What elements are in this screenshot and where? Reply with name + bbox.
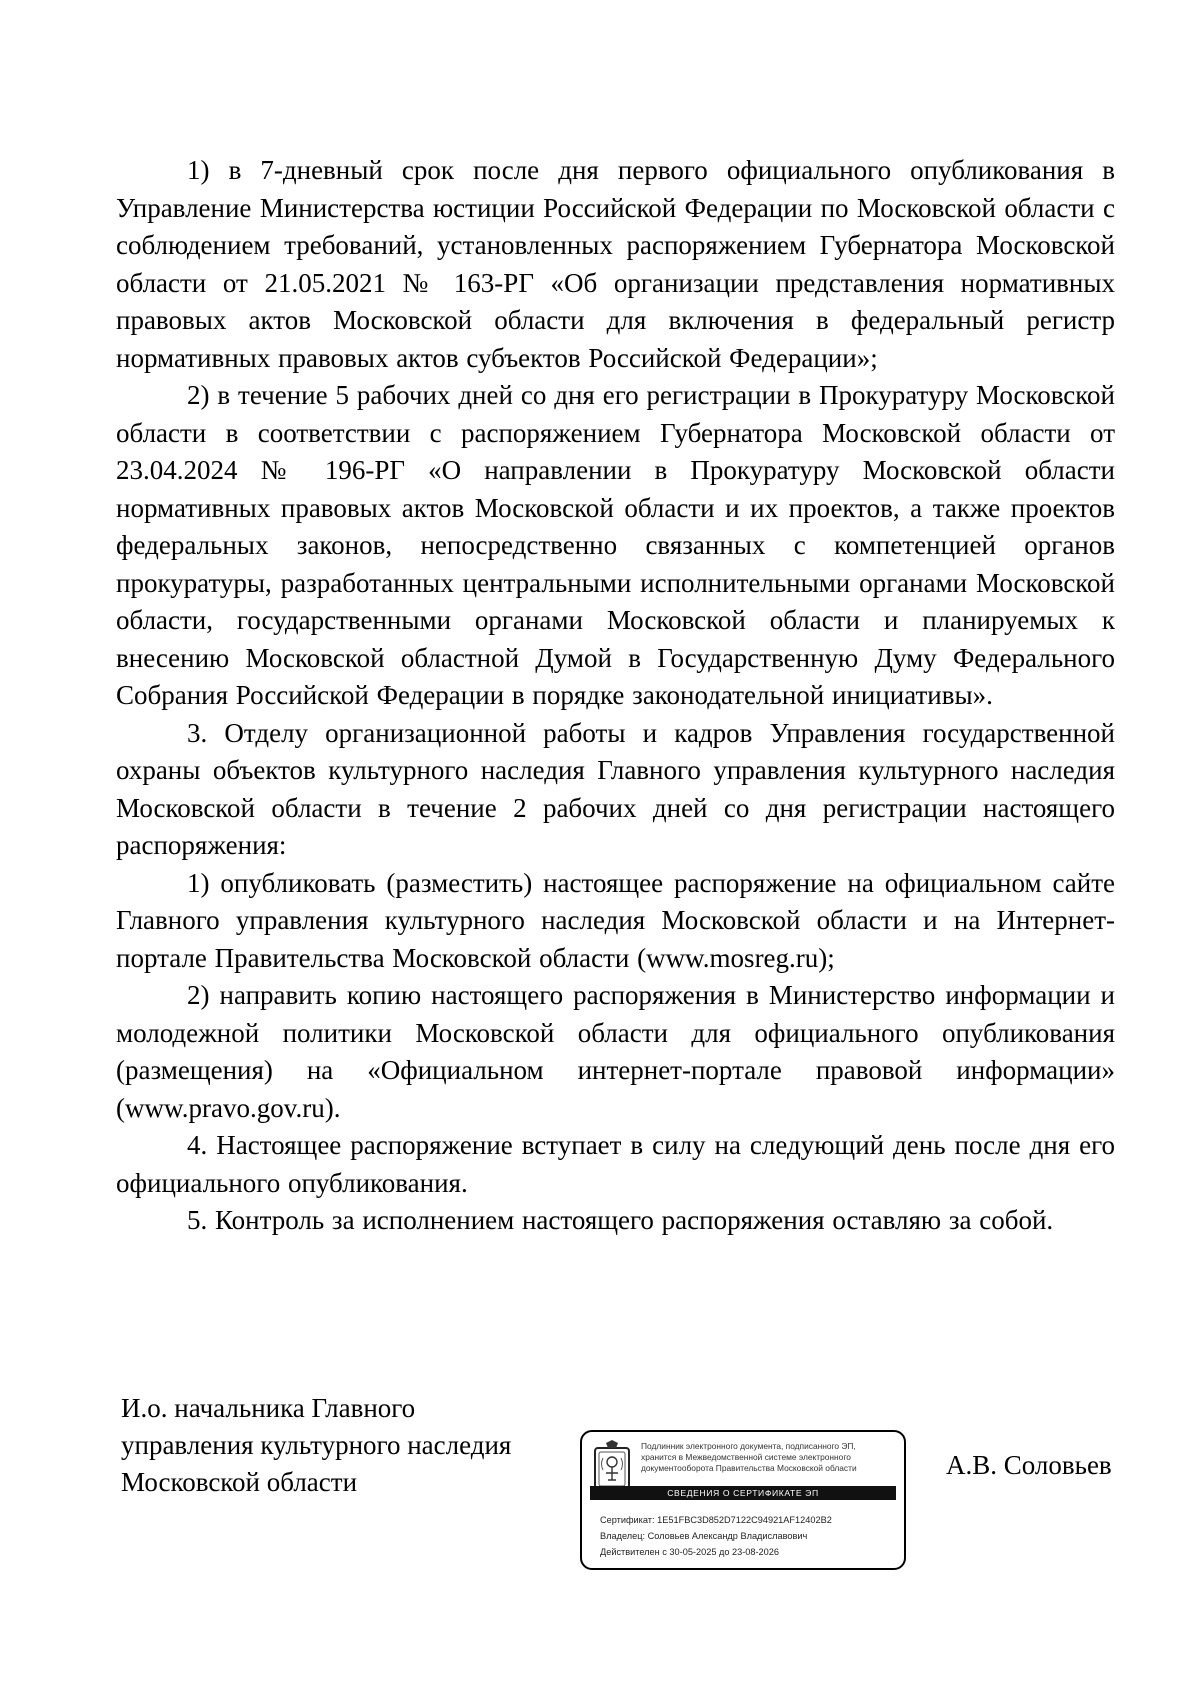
stamp-header-line: Подлинник электронного документа, подписанного ЭП, [641,1441,856,1451]
paragraph-clause-5: 5. Контроль за исполнением настоящего распоряжения оставляю за собой. [187,1205,1054,1235]
stamp-certificate-title: СВЕДЕНИЯ О СЕРТИФИКАТЕ ЭП [590,1486,896,1500]
document-body [116,152,1115,1240]
paragraph-clause-3: 3. Отделу организационной работы и кадров Управления государственной охраны объектов культурного наследия Главного управления культурного наследия Московской области в течение 2 рабочих дней со дня регистрации настоящего распоряжения: [116,717,1115,860]
electronic-signature-stamp [580,1430,906,1570]
stamp-certificate-owner: Владелец: Соловьев Александр Владиславович [600,1531,808,1541]
signatory-position-line: управления культурного наследия [121,1430,512,1460]
paragraph-item-1-publish: 1) опубликовать (разместить) настоящее распоряжение на официальном сайте Главного управления культурного наследия Московской области и на Интернет-портале Правительства Московской области (www.mosreg.ru); [116,867,1115,973]
paragraph-item-2-prosecutor: 2) в течение 5 рабочих дней со дня его регистрации в Прокуратуру Московской области в соответствии с распоряжением Губернатора Московской области от 23.04.2024 № 196-РГ «О направлении в Прокуратуру Московской области нормативных правовых актов Московской области и их проектов, а также проектов федеральных законов, непосредственно связанных с компетенцией органов прокуратуры, разработанных центральными исполнительными органами Московской области, государственными органами Московской области и планируемых к внесению Московской областной Думой в Государственную Думу Федерального Собрания Российской Федерации в порядке законодательной инициативы». [116,380,1115,710]
stamp-certificate-number: Сертификат: 1E51FBC3D852D7122C94921AF12402B2 [600,1515,832,1525]
stamp-header-line: хранится в Межведомственной системе электронного [641,1452,851,1462]
signatory-position-line: И.о. начальника Главного [121,1393,416,1423]
stamp-certificate-details [600,1512,832,1560]
paragraph-item-2-send-copy: 2) направить копию настоящего распоряжения в Министерство информации и молодежной политики Московской области для официального опубликования (размещения) на «Официальном интернет-портале правовой информации» (www.pravo.gov.ru). [116,980,1115,1123]
signatory-position [121,1390,591,1501]
signatory-name: А.В. Соловьев [946,1450,1112,1480]
paragraph-item-1-registration: 1) в 7-дневный срок после дня первого официального опубликования в Управление Министерства юстиции Российской Федерации по Московской области с соблюдением требований, установленных распоряжением Губернатора Московской области от 21.05.2021 № 163-РГ «Об организации представления нормативных правовых актов Московской области для включения в федеральный регистр нормативных правовых актов субъектов Российской Федерации»; [116,155,1115,373]
paragraph-clause-4: 4. Настоящее распоряжение вступает в силу на следующий день после дня его официального опубликования. [116,1130,1115,1198]
stamp-certificate-validity: Действителен с 30-05-2025 до 23-08-2026 [600,1547,779,1557]
stamp-header [641,1441,903,1474]
signatory-position-line: Московской области [121,1467,358,1497]
stamp-header-line: документооборота Правительства Московской области [641,1463,857,1473]
